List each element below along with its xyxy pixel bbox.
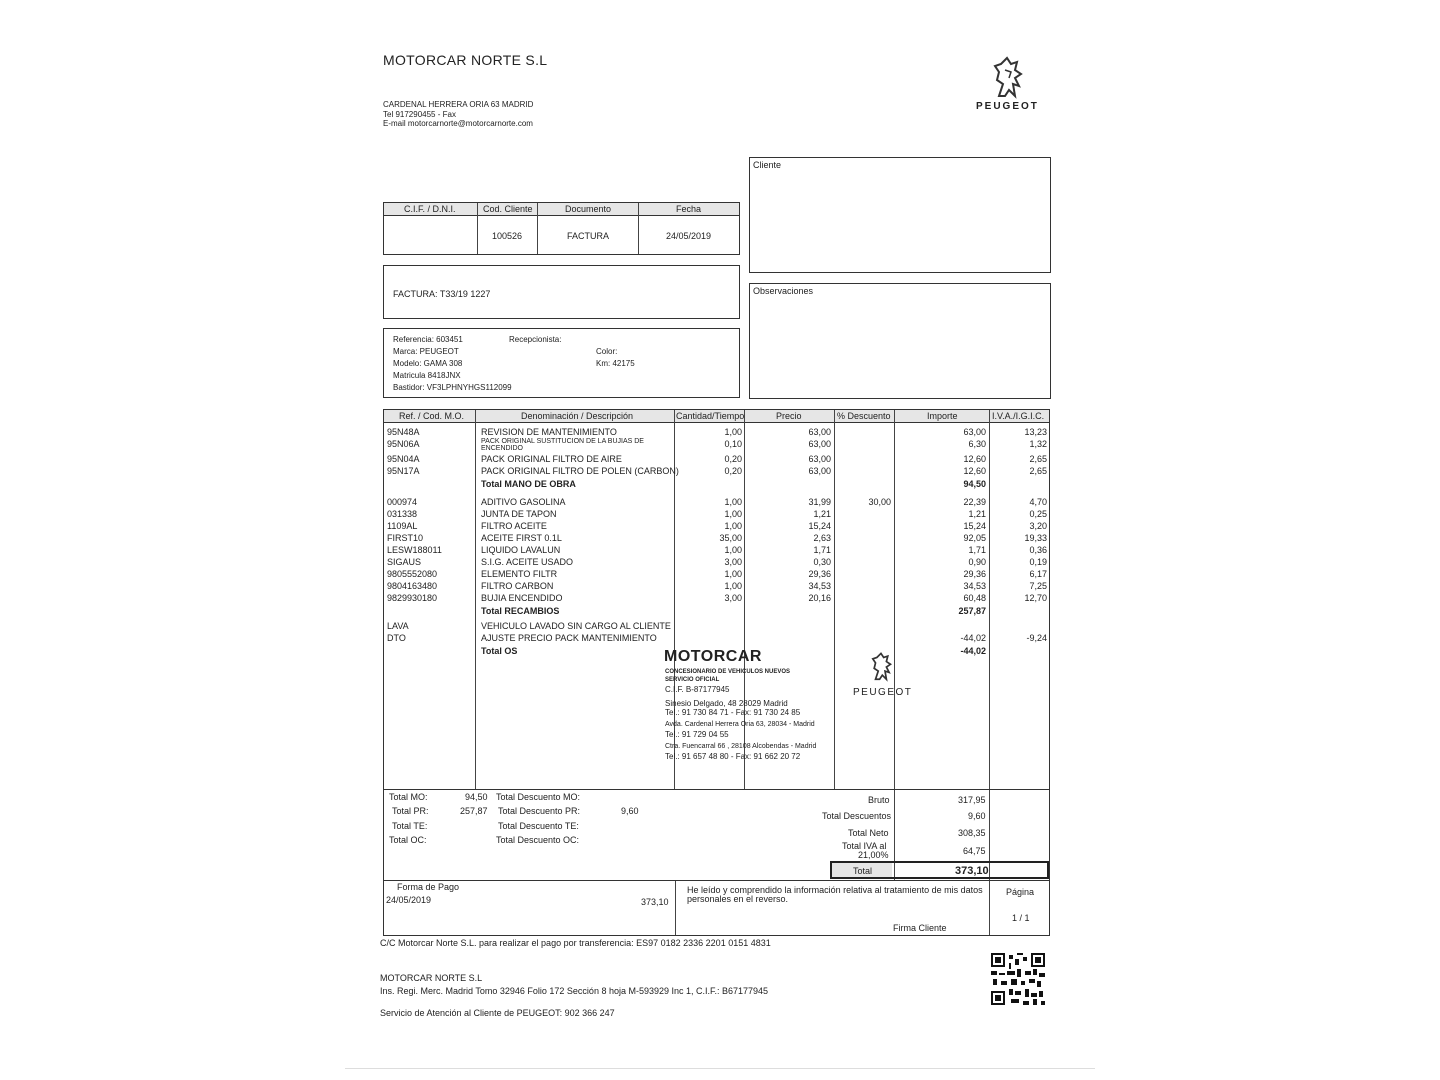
vehicle-marca: Marca: PEUGEOT <box>393 347 459 356</box>
cell-price: 20,16 <box>808 593 831 603</box>
qr-code-icon <box>991 953 1045 1005</box>
observaciones-box <box>749 283 1051 399</box>
total-iva-value: 64,75 <box>963 846 986 856</box>
factura-number: FACTURA: T33/19 1227 <box>393 289 491 299</box>
table-row <box>384 545 1049 557</box>
brand-name: PEUGEOT <box>976 101 1039 112</box>
cell-desc: LIQUIDO LAVALUN <box>481 545 561 555</box>
cell-desc: Total OS <box>481 646 518 656</box>
cell-desc: BUJIA ENCENDIDO <box>481 593 563 603</box>
cell-desc: PACK ORIGINAL FILTRO DE AIRE <box>481 454 622 464</box>
cell-ref: 9805552080 <box>387 569 438 579</box>
cell-price: 0,30 <box>813 557 831 567</box>
cell-imp: 6,30 <box>968 439 986 449</box>
cell-desc: Total MANO DE OBRA <box>481 479 576 489</box>
cell-desc: JUNTA DE TAPON <box>481 509 557 519</box>
cell-ref: SIGAUS <box>387 557 422 567</box>
desc-pr-label: Total Descuento PR: <box>498 806 581 816</box>
cell-price: 63,00 <box>808 427 831 437</box>
firma-cliente-label: Firma Cliente <box>893 923 947 933</box>
total-descuentos-value: 9,60 <box>968 811 986 821</box>
cell-desc: PACK ORIGINAL FILTRO DE POLEN (CARBON) <box>481 466 679 476</box>
col-desc-header: Denominación / Descripción <box>521 411 634 421</box>
cell-qty: 1,00 <box>724 497 742 507</box>
documento-value: FACTURA <box>567 231 610 241</box>
cell-imp: 12,60 <box>963 466 986 476</box>
table-row <box>384 533 1049 545</box>
dealer-stamp <box>664 648 844 768</box>
cell-desc: AJUSTE PRECIO PACK MANTENIMIENTO <box>481 633 657 643</box>
cell-imp: 1,21 <box>968 509 986 519</box>
total-pr-value: 257,87 <box>460 806 488 816</box>
bruto-label: Bruto <box>868 795 890 805</box>
cell-ref: DTO <box>387 633 406 643</box>
table-row <box>384 621 1049 633</box>
cell-qty: 0,10 <box>724 439 742 449</box>
cell-imp: 22,39 <box>963 497 986 507</box>
cell-imp: 257,87 <box>958 606 986 616</box>
cell-imp: -44,02 <box>960 633 986 643</box>
table-row <box>384 606 1049 618</box>
cell-ref: 000974 <box>387 497 418 507</box>
cell-ref: 95N48A <box>387 427 420 437</box>
col-ref-header: Ref. / Cod. M.O. <box>399 411 465 421</box>
footer-service: Servicio de Atención al Cliente de PEUGEOT: 902 366 247 <box>380 1008 615 1018</box>
pagina-label: Página <box>1006 887 1035 897</box>
cell-qty: 35,00 <box>719 533 742 543</box>
consent-line2: personales en el reverso. <box>687 894 789 904</box>
total-te-label: Total TE: <box>392 821 428 831</box>
bruto-value: 317,95 <box>958 795 986 805</box>
cell-price: 1,71 <box>813 545 831 555</box>
total-descuentos-label: Total Descuentos <box>822 811 892 821</box>
cell-qty: 1,00 <box>724 521 742 531</box>
cell-desc: ADITIVO GASOLINA <box>481 497 566 507</box>
cell-imp: 29,36 <box>963 569 986 579</box>
cell-iva: 7,25 <box>1029 581 1047 591</box>
cell-price: 63,00 <box>808 439 831 449</box>
table-row <box>384 439 1049 451</box>
cell-ref: 9804163480 <box>387 581 438 591</box>
cell-qty: 0,20 <box>724 466 742 476</box>
stamp-line2: SERVICIO OFICIAL <box>665 677 720 683</box>
cell-ref: LESW188011 <box>387 545 442 555</box>
desc-pr-value: 9,60 <box>621 806 639 816</box>
fecha-value: 24/05/2019 <box>666 231 712 241</box>
cell-desc: ACEITE FIRST 0.1L <box>481 533 562 543</box>
cif-label: C.I.F. / D.N.I. <box>404 204 456 214</box>
cell-ref: FIRST10 <box>387 533 424 543</box>
cell-price: 34,53 <box>808 581 831 591</box>
stamp-tel3: Tel.: 91 657 48 80 - Fax: 91 662 20 72 <box>665 752 801 761</box>
desc-oc-label: Total Descuento OC: <box>496 835 580 845</box>
stamp-tel1: Tel.: 91 730 84 71 - Fax: 91 730 24 85 <box>665 708 801 717</box>
cell-iva: 13,23 <box>1024 427 1047 437</box>
cell-iva: 0,25 <box>1029 509 1047 519</box>
table-row <box>384 633 1049 645</box>
cell-iva: 6,17 <box>1029 569 1047 579</box>
cell-ref: LAVA <box>387 621 409 631</box>
vehicle-box <box>383 328 740 398</box>
desc-te-label: Total Descuento TE: <box>498 821 579 831</box>
cell-qty: 1,00 <box>724 427 742 437</box>
cell-imp: 15,24 <box>963 521 986 531</box>
vehicle-recepcionista: Recepcionista: <box>509 335 562 344</box>
forma-pago-amount: 373,10 <box>641 897 669 907</box>
cell-qty: 3,00 <box>724 593 742 603</box>
total-mo-label: Total MO: <box>389 792 428 802</box>
cell-desc: Total RECAMBIOS <box>481 606 560 616</box>
cell-price: 29,36 <box>808 569 831 579</box>
company-email: E-mail motorcarnorte@motorcarnorte.com <box>383 119 533 128</box>
stamp-line3: C.I.F. B-87177945 <box>665 685 730 694</box>
cell-iva: 4,70 <box>1029 497 1047 507</box>
cell-desc: S.I.G. ACEITE USADO <box>481 557 574 567</box>
total-neto-value: 308,35 <box>958 828 986 838</box>
forma-pago-date: 24/05/2019 <box>386 895 432 905</box>
cell-price: 63,00 <box>808 466 831 476</box>
cell-imp: 0,90 <box>968 557 986 567</box>
cell-imp: 34,53 <box>963 581 986 591</box>
company-address: CARDENAL HERRERA ORIA 63 MADRID <box>383 100 534 109</box>
cell-iva: 2,65 <box>1029 454 1047 464</box>
payment-box <box>383 880 1050 936</box>
cell-price: 1,21 <box>813 509 831 519</box>
cell-imp: 60,48 <box>963 593 986 603</box>
cell-iva: 1,32 <box>1029 439 1047 449</box>
bank-transfer-info: C/C Motorcar Norte S.L. para realizar el pago por transferencia: ES97 0182 2336 2201 0151 4831 <box>380 938 771 948</box>
cell-imp: 1,71 <box>968 545 986 555</box>
total-value: 373,10 <box>955 865 989 877</box>
cell-qty: 1,00 <box>724 545 742 555</box>
vehicle-modelo: Modelo: GAMA 308 <box>393 359 463 368</box>
cell-price: 63,00 <box>808 454 831 464</box>
company-name: MOTORCAR NORTE S.L <box>383 52 548 68</box>
table-row <box>384 509 1049 521</box>
stamp-addr2: Avda. Cardenal Herrera Oria 63, 28034 - Madrid <box>665 721 815 728</box>
vehicle-color: Color: <box>596 347 618 356</box>
summary-box <box>383 789 1050 881</box>
table-row <box>384 454 1049 466</box>
total-iva-label: Total IVA al <box>842 841 887 851</box>
cell-desc: FILTRO CARBON <box>481 581 554 591</box>
cell-ref: 95N04A <box>387 454 420 464</box>
table-row <box>384 521 1049 533</box>
observaciones-label: Observaciones <box>753 286 814 296</box>
factura-box <box>383 265 740 319</box>
stamp-addr1: Sinesio Delgado, 48 28029 Madrid <box>665 699 788 708</box>
vehicle-km: Km: 42175 <box>596 359 635 368</box>
total-label: Total <box>853 866 873 876</box>
cell-qty: 0,20 <box>724 454 742 464</box>
stamp-addr3: Ctra. Fuencarral 66 , 28108 Alcobendas - Madrid <box>665 743 817 750</box>
footer-company: MOTORCAR NORTE S.L <box>380 973 483 983</box>
cell-ref: 9829930180 <box>387 593 438 603</box>
fecha-label: Fecha <box>676 204 702 214</box>
stamp-lion-icon <box>866 650 900 684</box>
cliente-label: Cliente <box>753 160 782 170</box>
cell-iva: 2,65 <box>1029 466 1047 476</box>
stamp-title: MOTORCAR <box>664 648 762 665</box>
cell-desc: ELEMENTO FILTR <box>481 569 558 579</box>
cell-imp: 94,50 <box>963 479 986 489</box>
pagina-value: 1 / 1 <box>1012 913 1030 923</box>
cell-iva: 0,36 <box>1029 545 1047 555</box>
cell-iva: 12,70 <box>1024 593 1047 603</box>
col-imp-header: Importe <box>927 411 958 421</box>
cell-desc: REVISION DE MANTENIMIENTO <box>481 427 617 437</box>
cell-ref: 1109AL <box>387 521 418 531</box>
cell-disc: 30,00 <box>868 497 891 507</box>
col-price-header: Precio <box>776 411 802 421</box>
cell-iva: 19,33 <box>1024 533 1047 543</box>
cell-desc: FILTRO ACEITE <box>481 521 547 531</box>
vehicle-matricula: Matricula 8418JNX <box>393 371 461 380</box>
cell-imp: 12,60 <box>963 454 986 464</box>
table-row <box>384 557 1049 569</box>
cell-price: 15,24 <box>808 521 831 531</box>
cod-cliente-value: 100526 <box>492 231 523 241</box>
cell-desc: PACK ORIGINAL SUSTITUCION DE LA BUJIAS DE ENCENDIDO <box>481 438 644 452</box>
stamp-tel2: Tel.: 91 729 04 55 <box>665 730 729 739</box>
table-row <box>384 581 1049 593</box>
col-iva-header: I.V.A./I.G.I.C. <box>992 411 1045 421</box>
stamp-brand: PEUGEOT <box>853 687 913 698</box>
col-disc-header: % Descuento <box>837 411 891 421</box>
documento-label: Documento <box>565 204 612 214</box>
cell-iva: 0,19 <box>1029 557 1047 567</box>
cell-imp: 63,00 <box>963 427 986 437</box>
cell-ref: 031338 <box>387 509 418 519</box>
cell-iva: -9,24 <box>1026 633 1047 643</box>
total-iva-rate: 21,00% <box>858 850 889 860</box>
total-mo-value: 94,50 <box>465 792 488 802</box>
cell-price: 2,63 <box>813 533 831 543</box>
cell-imp: 92,05 <box>963 533 986 543</box>
desc-mo-label: Total Descuento MO: <box>496 792 581 802</box>
document-header-table <box>383 202 740 255</box>
cell-ref: 95N17A <box>387 466 420 476</box>
total-pr-label: Total PR: <box>392 806 429 816</box>
cliente-box <box>749 157 1051 273</box>
cell-price: 31,99 <box>808 497 831 507</box>
peugeot-lion-icon <box>985 56 1035 100</box>
vehicle-bastidor: Bastidor: VF3LPHNYHGS112099 <box>393 383 512 392</box>
cell-qty: 1,00 <box>724 581 742 591</box>
forma-pago-label: Forma de Pago <box>397 882 460 892</box>
cell-imp: -44,02 <box>960 646 986 656</box>
cell-qty: 1,00 <box>724 509 742 519</box>
col-qty-header: Cantidad/Tiempo <box>676 411 745 421</box>
table-row <box>384 593 1049 605</box>
total-oc-label: Total OC: <box>389 835 427 845</box>
cell-qty: 3,00 <box>724 557 742 567</box>
cell-desc: VEHICULO LAVADO SIN CARGO AL CLIENTE <box>481 621 671 631</box>
table-row <box>384 569 1049 581</box>
stamp-line1: CONCESIONARIO DE VEHICULOS NUEVOS <box>665 669 791 675</box>
consent-line1: He leído y comprendido la información relativa al tratamiento de mis datos <box>687 885 983 895</box>
company-tel: Tel 917290455 - Fax <box>383 110 456 119</box>
footer-registry: Ins. Regi. Merc. Madrid Tomo 32946 Folio 172 Sección 8 hoja M-593929 Inc 1, C.I.F.: B67177945 <box>380 986 769 996</box>
cell-iva: 3,20 <box>1029 521 1047 531</box>
table-row <box>384 466 1049 478</box>
table-row <box>384 479 1049 491</box>
cell-ref: 95N06A <box>387 439 420 449</box>
total-neto-label: Total Neto <box>848 828 889 838</box>
scan-edge-line <box>345 1068 1095 1069</box>
vehicle-referencia: Referencia: 603451 <box>393 335 463 344</box>
table-row <box>384 497 1049 509</box>
cod-cliente-label: Cod. Cliente <box>483 204 533 214</box>
cell-qty: 1,00 <box>724 569 742 579</box>
